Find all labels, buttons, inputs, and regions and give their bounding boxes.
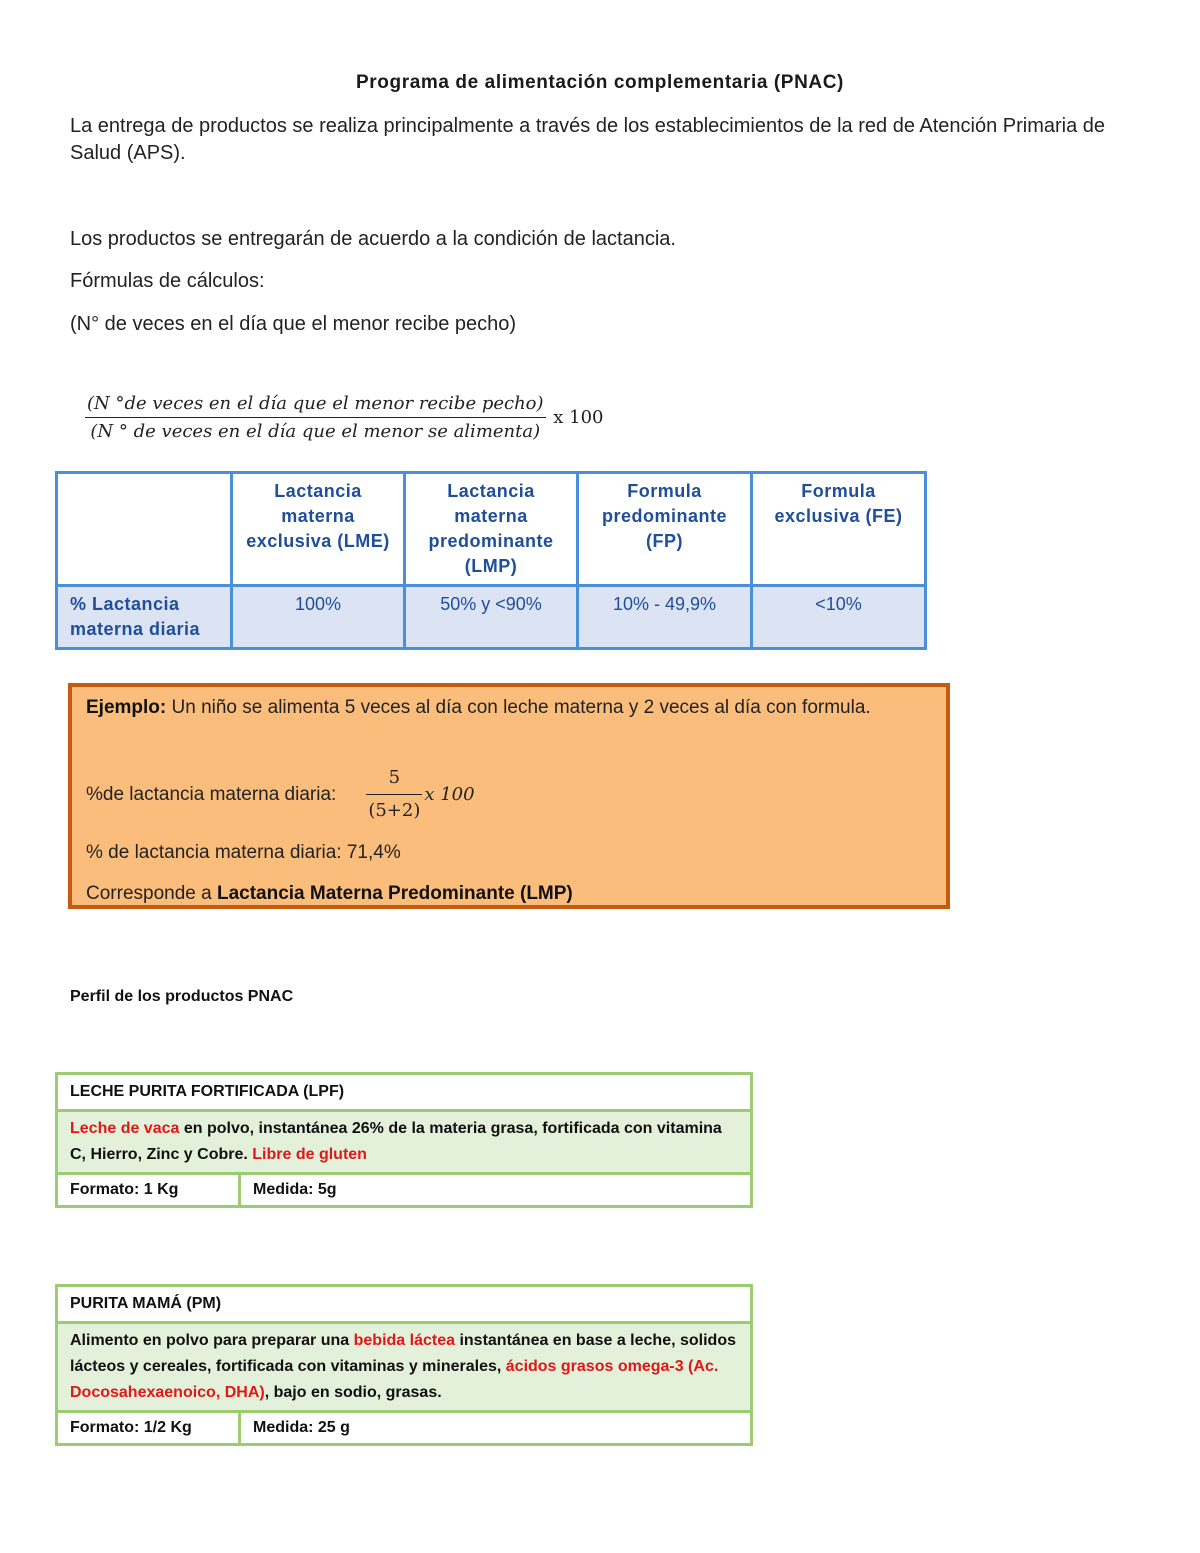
example-frac-denominator: (5+2) [368,800,421,821]
formula-numerator: (N °de veces en el día que el menor recibe pecho) [85,393,546,418]
pm-title: PURITA MAMÁ (PM) [58,1287,750,1324]
value-cell-lmp: 50% y <90% [405,586,578,649]
example-frac-numerator: 5 [366,765,422,795]
lpf-format-row [58,1175,750,1205]
example-box [68,683,950,909]
example-conclusion-prefix: Corresponde a [86,883,217,904]
example-formula-line [86,765,475,824]
example-conclusion-bold: Lactancia Materna Predominante (LMP) [216,883,573,904]
pm-format-row [58,1413,750,1443]
lactation-table [55,471,927,650]
formula-multiplier: x 100 [553,407,604,428]
pm-description [58,1324,750,1413]
products-lactation-line: Los productos se entregarán de acuerdo a la condición de lactancia. [70,228,676,250]
example-text: Un niño se alimenta 5 veces al día con leche materna y 2 veces al día con formula. [166,697,871,718]
pm-desc-c: , bajo en sodio, grasas. [264,1384,442,1401]
lpf-desc-red2: Libre de gluten [252,1146,367,1163]
formula-denominator: (N ° de veces en el día que el menor se alimenta) [90,421,541,442]
lpf-desc-mid: en polvo, instantánea 26% de la materia grasa, fortificada con vitamina C, Hierro, Zinc y Cobre. [70,1120,722,1163]
lpf-title: LECHE PURITA FORTIFICADA (LPF) [58,1075,750,1112]
lactation-table-row [57,586,926,649]
example-percent-label: %de lactancia materna diaria: [86,783,337,805]
example-statement [86,695,936,721]
example-result: % de lactancia materna diaria: 71,4% [86,842,401,863]
pm-desc-red1: bebida láctea [353,1332,455,1349]
example-conclusion [86,881,573,907]
example-fraction [366,765,474,824]
formula-fraction [85,393,546,442]
header-cell-lmp: Lactancia materna predominante (LMP) [405,473,578,586]
value-cell-lme: 100% [232,586,405,649]
pm-desc-b: instantánea en base a leche, solidos lácteos y cereales, fortificada con vitaminas y minerales, [70,1332,736,1375]
pm-format: Formato: 1/2 Kg [58,1413,241,1443]
breastfeed-times-line: (N° de veces en el día que el menor recibe pecho) [70,313,517,335]
pm-desc-red2: ácidos grasos omega-3 (Ac. Docosahexaenoico, DHA) [70,1358,719,1401]
header-cell-fe: Formula exclusiva (FE) [752,473,926,586]
lpf-measure: Medida: 5g [253,1181,337,1198]
value-cell-fp: 10% - 49,9% [578,586,752,649]
header-cell-lme: Lactancia materna exclusiva (LME) [232,473,405,586]
header-cell-fp: Formula predominante (FP) [578,473,752,586]
lactation-table-header-row [57,473,926,586]
example-frac-multiplier: x 100 [424,783,475,805]
products-heading: Perfil de los productos PNAC [70,988,294,1005]
value-cell-fe: <10% [752,586,926,649]
pm-desc-a: Alimento en polvo para preparar una [70,1332,354,1349]
page-title: Programa de alimentación complementaria (PNAC) [356,72,844,93]
formulas-label: Fórmulas de cálculos: [70,270,265,292]
row-label-cell: % Lactancia materna diaria [57,586,232,649]
lpf-desc-red1: Leche de vaca [70,1120,180,1137]
example-label: Ejemplo: [86,697,167,718]
product-table-lpf [55,1072,753,1208]
pm-measure: Medida: 25 g [253,1419,350,1436]
lactation-formula [85,393,604,442]
lpf-description [58,1112,750,1175]
lpf-format: Formato: 1 Kg [58,1175,241,1205]
product-table-pm [55,1284,753,1446]
intro-paragraph: La entrega de productos se realiza principalmente a través de los establecimientos de la red de Atención Primaria de Salud (APS). [70,115,1106,164]
header-cell-empty [57,473,232,586]
